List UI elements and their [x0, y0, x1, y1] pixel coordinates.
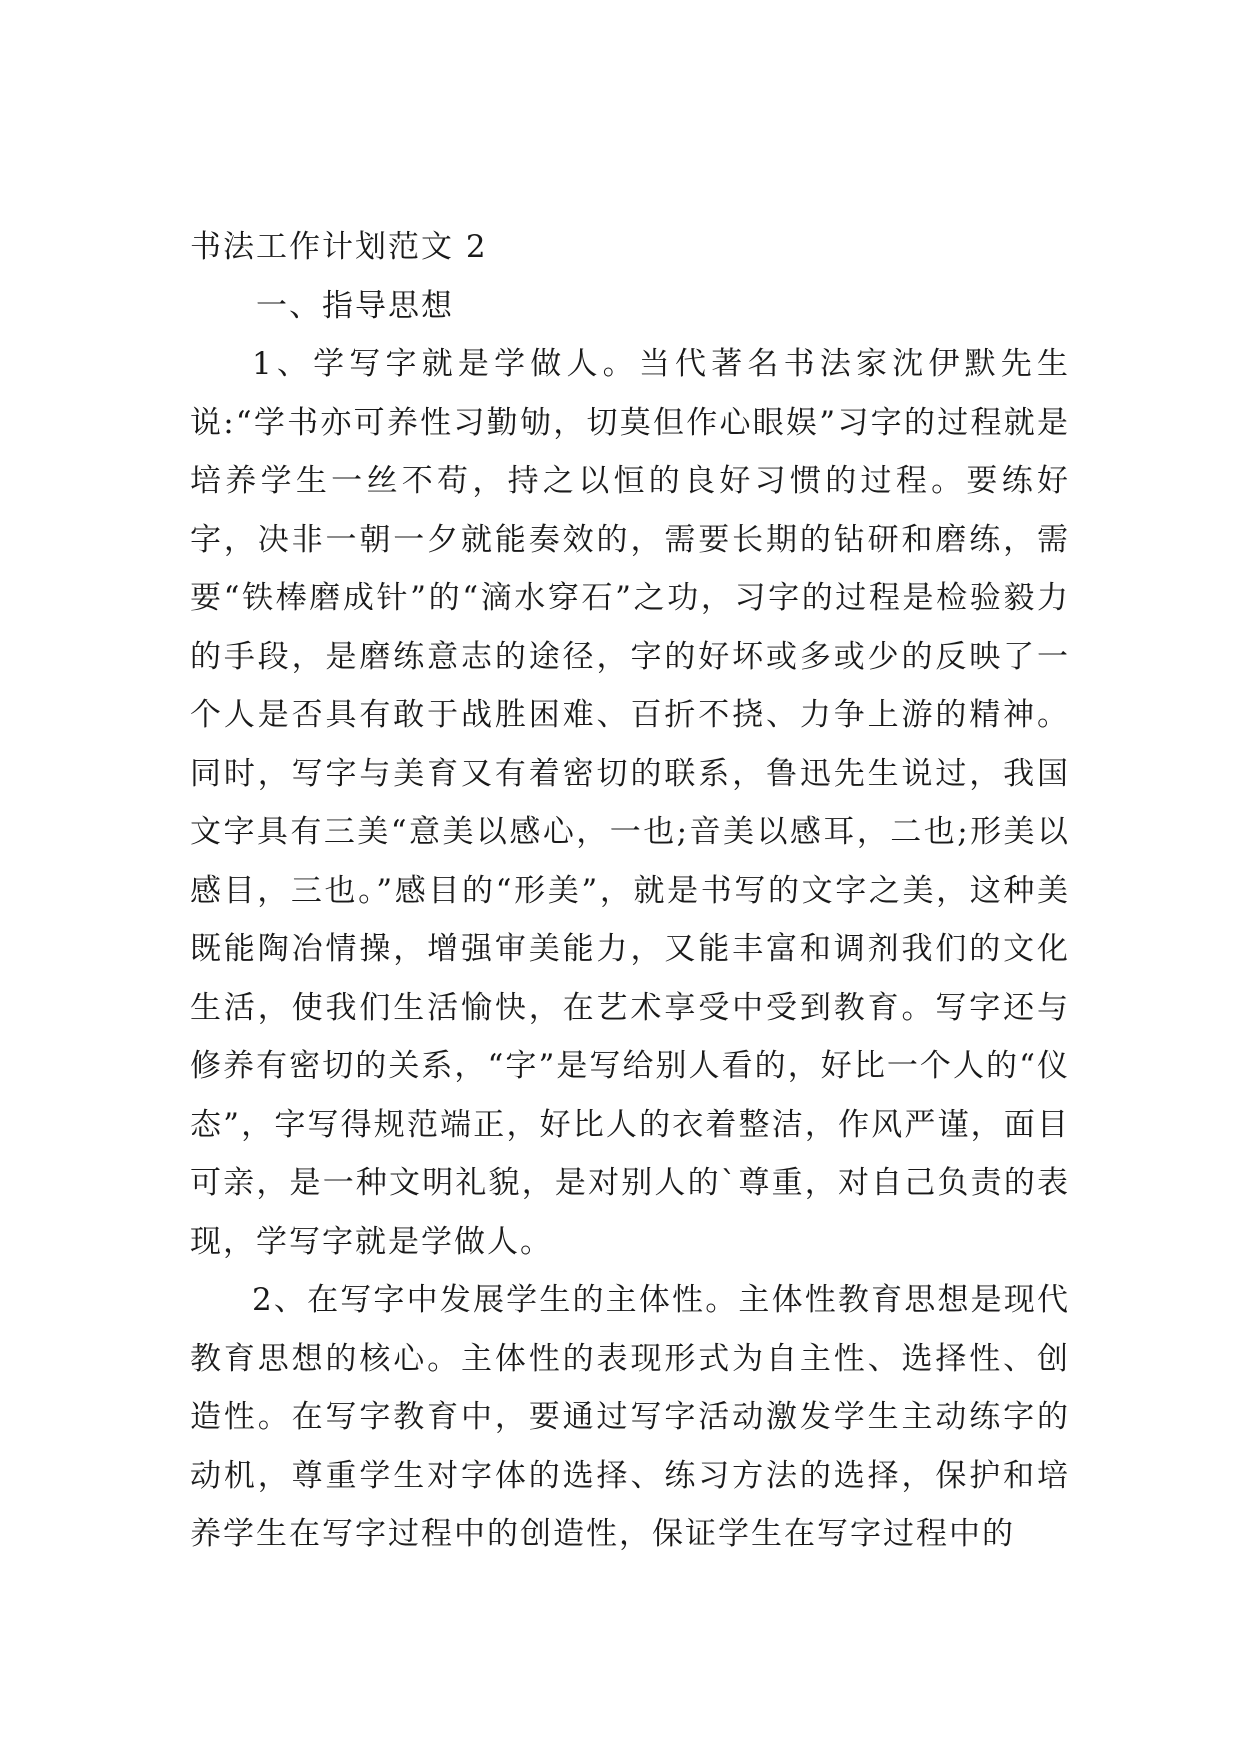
document-title: 书法工作计划范文 2	[190, 229, 488, 265]
section-heading: 一、指导思想	[256, 287, 454, 324]
paragraph-2: 2、在写字中发展学生的主体性。主体性教育思想是现代教育思想的核心。主体性的表现形式为自主性、选择性、创造性。在写字教育中，要通过写字活动激发学生主动练字的动机，尊重学生对字体的选择、练习方法的选择，保护和培养学生在写字过程中的创造性，保证学生在写字过程中的	[190, 1282, 1070, 1552]
paragraph-1: 1、学写字就是学做人。当代著名书法家沈伊默先生说:“学书亦可养性习勤劬，切莫但作心眼娱”习字的过程就是培养学生一丝不苟，持之以恒的良好习惯的过程。要练好字，决非一朝一夕就能奏效的，需要长期的钻研和磨练，需要“铁棒磨成针”的“滴水穿石”之功，习字的过程是检验毅力的手段，是磨练意志的途径，字的好坏或多或少的反映了一个人是否具有敢于战胜困难、百折不挠、力争上游的精神。同时，写字与美育又有着密切的联系，鲁迅先生说过，我国文字具有三美“意美以感心，一也;音美以感耳，二也;形美以感目，三也。”感目的“形美”，就是书写的文字之美，这种美既能陶冶情操，增强审美能力，又能丰富和调剂我们的文化生活，使我们生活愉快，在艺术享受中受到教育。写字还与修养有密切的关系，“字”是写给别人看的，好比一个人的“仪态”，字写得规范端正，好比人的衣着整洁，作风严谨，面目可亲，是一种文明礼貌，是对别人的`尊重，对自己负责的表现，学写字就是学做人。	[190, 346, 1070, 1260]
document-body	[190, 218, 1070, 1564]
